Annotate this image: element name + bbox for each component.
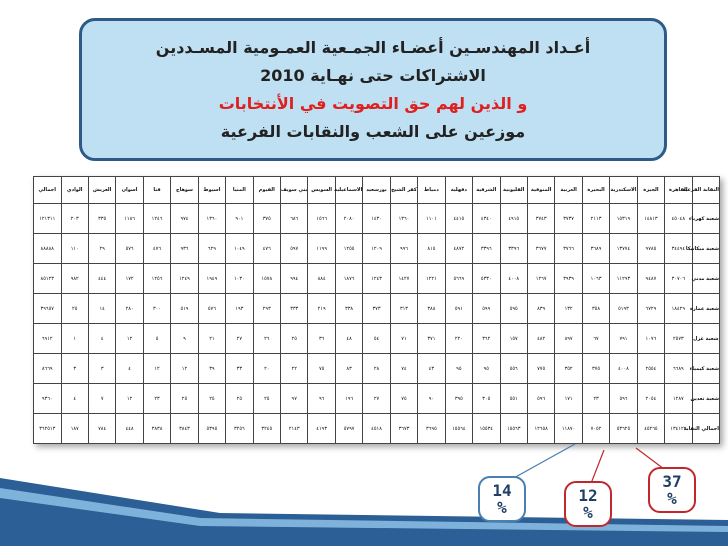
table-cell: ٣ bbox=[88, 354, 115, 384]
table-cell: ٩٠ bbox=[418, 384, 445, 414]
callout-value-1: 14 bbox=[492, 481, 512, 500]
table-cell: ٢٥ bbox=[226, 384, 253, 414]
table-cell: ٤٤١٥ bbox=[445, 204, 472, 234]
table-cell: ١٢ bbox=[171, 354, 198, 384]
table-cell: ٩٩٦ bbox=[390, 234, 417, 264]
table-cell: ٣٧٥ bbox=[253, 204, 280, 234]
table-cell: ٣٣٩٦ bbox=[473, 234, 500, 264]
table-cell: ٧١ bbox=[390, 324, 417, 354]
table-cell: ٣٤٤٩٤ bbox=[665, 234, 692, 264]
table-cell: ١٤٣٠ bbox=[363, 204, 390, 234]
table-cell: ٢٣ bbox=[582, 384, 609, 414]
table-cell: ٦٧ bbox=[582, 324, 609, 354]
table-cell: ٢٨٠ bbox=[116, 294, 143, 324]
table-cell: ١١٠ bbox=[61, 234, 88, 264]
table-cell: ٤٤٨ bbox=[116, 414, 143, 444]
table-cell: ٣٣٨ bbox=[335, 294, 362, 324]
table-cell: ٣٨٨ bbox=[418, 294, 445, 324]
table-cell: ٣٦٧٧ bbox=[527, 234, 554, 264]
table-cell: ٦٢٩ bbox=[198, 234, 225, 264]
table-cell: ٥٩٥ bbox=[500, 294, 527, 324]
table-cell: ٣٨٣٨ bbox=[143, 414, 170, 444]
table-cell: ٩٩٤ bbox=[281, 264, 308, 294]
table-cell: ٤٧٦ bbox=[253, 234, 280, 264]
table-cell: ١٧١ bbox=[555, 384, 582, 414]
table-cell: ٧٧٥ bbox=[527, 354, 554, 384]
table-cell: ١٠٤٩ bbox=[226, 234, 253, 264]
table-cell: ٦٦٨٩ bbox=[665, 354, 692, 384]
table-cell: ٨٦٦٩ bbox=[34, 354, 62, 384]
table-cell: ١٢٨٧ bbox=[665, 384, 692, 414]
row-label: شعبة مدني bbox=[692, 264, 719, 294]
table-cell: ١٤٨١٣ bbox=[637, 204, 664, 234]
table-cell: ٤٥٢٦٥ bbox=[637, 414, 664, 444]
table-cell: ٣٦٩٥ bbox=[418, 414, 445, 444]
table-cell: ٤٥١٨ bbox=[363, 414, 390, 444]
table-cell: ٣٧٦٦ bbox=[555, 234, 582, 264]
column-header: دقهلية bbox=[445, 177, 472, 204]
table-cell: ٨٨٤ bbox=[308, 264, 335, 294]
table-cell: ٤٨٧٢ bbox=[445, 234, 472, 264]
table-cell: ٣٩ bbox=[198, 354, 225, 384]
table-row bbox=[34, 414, 720, 444]
column-header: دمياط bbox=[418, 177, 445, 204]
table-cell: ٢١٤٣ bbox=[281, 414, 308, 444]
table-cell: ٣٥٢ bbox=[555, 354, 582, 384]
table-cell: ١٩٦ bbox=[335, 384, 362, 414]
callout-bubble-3 bbox=[648, 467, 696, 513]
table-cell: ١٥٧ bbox=[500, 324, 527, 354]
table-cell: ٤٠٠٨ bbox=[500, 264, 527, 294]
table-cell: ٧٨٤ bbox=[88, 414, 115, 444]
table-cell: ١٢٤٣ bbox=[363, 264, 390, 294]
table-cell: ١١٩٩ bbox=[308, 234, 335, 264]
decorative-bottom-band bbox=[0, 458, 728, 546]
table-cell: ٥٦٦٩ bbox=[445, 264, 472, 294]
table-cell: ١٨٤٢٩ bbox=[665, 294, 692, 324]
table-cell: ٩٧ bbox=[281, 384, 308, 414]
table-cell: ٨٨٨٨٨ bbox=[34, 234, 62, 264]
table-cell: ٦٩١٢ bbox=[34, 324, 62, 354]
table-cell: ٣٨٤٣ bbox=[171, 414, 198, 444]
table-cell: ٤ bbox=[88, 324, 115, 354]
table-cell: ١٢٢١ bbox=[418, 264, 445, 294]
callout-unit-1: % bbox=[497, 498, 507, 517]
table-cell: ١٥٣١٩ bbox=[610, 204, 637, 234]
table-cell: ١٥٧٨ bbox=[253, 264, 280, 294]
callout-bubble-2 bbox=[564, 481, 612, 527]
row-label: شعبة تعدين bbox=[692, 384, 719, 414]
row-label: اجمالي النقابة bbox=[692, 414, 719, 444]
table-cell: ٤٤٤ bbox=[88, 264, 115, 294]
column-header: القليوبية bbox=[500, 177, 527, 204]
table-cell: ٣٣٣ bbox=[281, 294, 308, 324]
table-cell: ٢٦ bbox=[253, 324, 280, 354]
table-cell: ٩٧٤ bbox=[171, 204, 198, 234]
table-cell: ٦٨٦ bbox=[281, 204, 308, 234]
table-cell: ٢١ bbox=[198, 324, 225, 354]
table-cell: ٩٥ bbox=[473, 354, 500, 384]
table-cell: ٥٩٧ bbox=[281, 234, 308, 264]
table-cell: ١٢٦٥٨ bbox=[527, 414, 554, 444]
table-cell: ٢٢٠ bbox=[445, 324, 472, 354]
column-header: اسيوط bbox=[198, 177, 225, 204]
table-cell: ٤٩١٥ bbox=[500, 204, 527, 234]
table-row bbox=[34, 324, 720, 354]
table-cell: ٣٧٣ bbox=[363, 294, 390, 324]
table-cell: ١٨٧ bbox=[61, 414, 88, 444]
column-header: الفيوم bbox=[253, 177, 280, 204]
table-cell: ٢٥ bbox=[281, 324, 308, 354]
table-row bbox=[34, 384, 720, 414]
table-cell: ٢٠٣ bbox=[61, 204, 88, 234]
column-header: البحيرة bbox=[582, 177, 609, 204]
table-cell: ٢٥ bbox=[61, 294, 88, 324]
table-cell: ١٤ bbox=[88, 294, 115, 324]
table-cell: ٢٥ bbox=[253, 384, 280, 414]
callout-unit-2: % bbox=[583, 503, 593, 522]
table-cell: ١٧٢ bbox=[116, 264, 143, 294]
table-cell: ٥ bbox=[143, 324, 170, 354]
table-cell: ١٥٥٦٤ bbox=[445, 414, 472, 444]
table-cell: ١١٠١ bbox=[418, 204, 445, 234]
table-cell: ١٥٦٦ bbox=[308, 204, 335, 234]
table-cell: ٥٣٣٠ bbox=[473, 264, 500, 294]
column-header: اجمالي bbox=[34, 177, 62, 204]
table-cell: ٣٠٠ bbox=[143, 294, 170, 324]
table-cell: ٣٥٨ bbox=[582, 294, 609, 324]
table-cell: ٢١١٣ bbox=[582, 204, 609, 234]
title-line-2: الاشتراكات حتى نهـاية 2010 bbox=[260, 65, 486, 85]
table-cell: ٩٥ bbox=[445, 354, 472, 384]
table-cell: ١٢ bbox=[143, 354, 170, 384]
table-cell: ٥١٩٣ bbox=[610, 294, 637, 324]
table-cell: ١٣٦٠ bbox=[390, 204, 417, 234]
table-cell: ١٢٦٧ bbox=[527, 264, 554, 294]
row-label: شعبة غزل bbox=[692, 324, 719, 354]
table-cell: ٩٠١ bbox=[226, 204, 253, 234]
callout-value-3: 37 bbox=[662, 472, 682, 491]
row-label: شعبة ميكانيكا bbox=[692, 234, 719, 264]
table-cell: ٦٧٢٩ bbox=[637, 294, 664, 324]
table-cell: ١٢٠٩ bbox=[363, 234, 390, 264]
table-cell: ١٢١٣١١ bbox=[34, 204, 62, 234]
table-cell: ١٠٧٦ bbox=[637, 324, 664, 354]
column-header: بني سويف bbox=[281, 177, 308, 204]
statistics-table bbox=[33, 176, 720, 444]
table-cell: ١٢٥٦ bbox=[143, 264, 170, 294]
table-cell: ٤٣٤٠ bbox=[473, 204, 500, 234]
title-line-1: أعـداد المهندسـين أعضـاء الجمـعية العمـومية المسـددين bbox=[155, 37, 591, 57]
table-cell: ٥٧٩٧ bbox=[335, 414, 362, 444]
table-cell: ٤٥٠٤٨ bbox=[665, 204, 692, 234]
table-cell: ١٣٤١٢٢ bbox=[665, 414, 692, 444]
table-cell: ٧٥ bbox=[390, 384, 417, 414]
table-row bbox=[34, 354, 720, 384]
column-header: سوهاج bbox=[171, 177, 198, 204]
table-cell: ٣٣٥ bbox=[88, 204, 115, 234]
table-cell: ٤٣ bbox=[418, 354, 445, 384]
table-cell: ٣٩٣٩ bbox=[555, 264, 582, 294]
data-table bbox=[33, 176, 720, 444]
table-cell: ٣١٣ bbox=[390, 294, 417, 324]
table-cell: ٤٠٠٨ bbox=[610, 354, 637, 384]
table-cell: ٢٥٥٤ bbox=[637, 354, 664, 384]
table-cell: ١٢٥٥ bbox=[335, 234, 362, 264]
column-header: الاسماعيلية bbox=[335, 177, 362, 204]
table-cell: ٢٩٣ bbox=[253, 294, 280, 324]
table-cell: ١١٨٦ bbox=[116, 204, 143, 234]
title-box bbox=[79, 18, 667, 161]
table-cell: ٢٨ bbox=[363, 354, 390, 384]
table-cell: ٣ bbox=[61, 354, 88, 384]
table-cell: ٨٩٧ bbox=[555, 324, 582, 354]
table-cell: ٧٤ bbox=[390, 354, 417, 384]
table-cell: ٩ bbox=[171, 324, 198, 354]
table-cell: ٢٥ bbox=[171, 384, 198, 414]
table-cell: ٤ bbox=[116, 354, 143, 384]
table-cell: ٩٨٢ bbox=[61, 264, 88, 294]
table-cell: ٨٣٩ bbox=[527, 294, 554, 324]
table-cell: ١٩٣ bbox=[226, 294, 253, 324]
table-cell: ١٢ bbox=[116, 384, 143, 414]
table-cell: ٨٣ bbox=[335, 354, 362, 384]
table-cell: ٥١٩ bbox=[171, 294, 198, 324]
callout-unit-3: % bbox=[667, 489, 677, 508]
table-cell: ٣٩٥ bbox=[445, 384, 472, 414]
table-cell: ٢٢ bbox=[281, 354, 308, 384]
table-cell: ٥٧٦ bbox=[198, 294, 225, 324]
column-header: العريش bbox=[88, 177, 115, 204]
column-header: النقابة الفرعية bbox=[692, 177, 719, 204]
table-cell: ٣٦٢٥١٣ bbox=[34, 414, 62, 444]
table-cell: ١١٨٧٠ bbox=[555, 414, 582, 444]
table-cell: ٩٣٦ bbox=[171, 234, 198, 264]
column-header: قنا bbox=[143, 177, 170, 204]
table-cell: ٥٤ bbox=[363, 324, 390, 354]
row-label: شعبة كيمياء bbox=[692, 354, 719, 384]
table-row bbox=[34, 264, 720, 294]
table-cell: ١٩٤٩ bbox=[198, 264, 225, 294]
table-cell: ٣٦٨٩ bbox=[582, 234, 609, 264]
table-cell: ٨٥١٢٣ bbox=[34, 264, 62, 294]
table-cell: ٢٣ bbox=[143, 384, 170, 414]
table-cell: ٩٣٦٠ bbox=[34, 384, 62, 414]
table-cell: ٧٠٥٢ bbox=[582, 414, 609, 444]
table-cell: ٢٠٨٠ bbox=[335, 204, 362, 234]
table-cell: ١٤٢٧ bbox=[390, 264, 417, 294]
column-header: الشرقية bbox=[473, 177, 500, 204]
table-cell: ٢٧ bbox=[226, 324, 253, 354]
header-row bbox=[34, 177, 720, 204]
table-cell: ٤٨٢ bbox=[527, 324, 554, 354]
table-cell: ٣٧٥ bbox=[582, 354, 609, 384]
table-cell: ٥٩٩ bbox=[473, 294, 500, 324]
table-cell: ٢٥٧٣ bbox=[665, 324, 692, 354]
column-header: الجيزة bbox=[637, 177, 664, 204]
table-cell: ٥٣٦٢٥ bbox=[610, 414, 637, 444]
table-cell: ٥٥٦ bbox=[500, 354, 527, 384]
table-cell: ٣٢٥٦ bbox=[226, 414, 253, 444]
column-header: الاسكندرية bbox=[610, 177, 637, 204]
table-cell: ١٥٥٦٣ bbox=[500, 414, 527, 444]
column-header: الغربية bbox=[555, 177, 582, 204]
table-cell: ٥٩٦ bbox=[610, 384, 637, 414]
table-cell: ١٢٤٩ bbox=[171, 264, 198, 294]
table-cell: ٥٣٩٥ bbox=[198, 414, 225, 444]
table-cell: ٥٩٦ bbox=[527, 384, 554, 414]
table-row bbox=[34, 294, 720, 324]
table-cell: ٣٩٦٥٧ bbox=[34, 294, 62, 324]
table-cell: ٢٧ bbox=[363, 384, 390, 414]
table-cell: ٣٦ bbox=[308, 324, 335, 354]
column-header: السويس bbox=[308, 177, 335, 204]
table-cell: ٧ bbox=[88, 384, 115, 414]
table-cell: ٣٧٣٧ bbox=[555, 204, 582, 234]
table-cell: ٥٩١ bbox=[445, 294, 472, 324]
column-header: القاهرة bbox=[665, 177, 692, 204]
table-cell: ١٢٤٦ bbox=[143, 204, 170, 234]
table-cell: ٣٢٤٥ bbox=[253, 414, 280, 444]
table-cell: ٣٧١ bbox=[418, 324, 445, 354]
row-label: شعبة عمارة bbox=[692, 294, 719, 324]
table-cell: ١٣٧٧٤ bbox=[610, 234, 637, 264]
table-cell: ٩٤٨٧ bbox=[637, 264, 664, 294]
table-cell: ٥٧٦ bbox=[116, 234, 143, 264]
table-cell: ٤٨ bbox=[335, 324, 362, 354]
table-cell: ١٢ bbox=[116, 324, 143, 354]
table-cell: ١٣٦٠ bbox=[198, 204, 225, 234]
column-header: المنوفية bbox=[527, 177, 554, 204]
column-header: المنيا bbox=[226, 177, 253, 204]
table-cell: ٢٩ bbox=[88, 234, 115, 264]
callout-bubble-1 bbox=[478, 476, 526, 522]
title-line-3: و الذين لهم حق التصويت في الأنتخابات bbox=[218, 93, 528, 113]
table-cell: ٢٠٥٤ bbox=[637, 384, 664, 414]
table-cell: ٢٠ bbox=[253, 354, 280, 384]
table-cell: ٥٥١ bbox=[500, 384, 527, 414]
table-row bbox=[34, 234, 720, 264]
table-cell: ٣٠٥ bbox=[473, 384, 500, 414]
table-cell: ١١٢٩٣ bbox=[610, 264, 637, 294]
table-cell: ٧٩١ bbox=[610, 324, 637, 354]
table-cell: ١٣٢ bbox=[555, 294, 582, 324]
row-label: شعبة كهرباء bbox=[692, 204, 719, 234]
table-cell: ٢٥ bbox=[198, 384, 225, 414]
table-cell: ١ bbox=[61, 324, 88, 354]
title-line-4: موزعين على الشعب والنقابات الفرعية bbox=[220, 121, 526, 141]
table-cell: ٢١٩ bbox=[308, 294, 335, 324]
column-header: الوادي bbox=[61, 177, 88, 204]
table-cell: ١٠٦٣ bbox=[582, 264, 609, 294]
table-cell: ٧٥ bbox=[308, 354, 335, 384]
table-cell: ٣٣٩٦ bbox=[500, 234, 527, 264]
table-cell: ١٨٧٦ bbox=[335, 264, 362, 294]
table-cell: ٤ bbox=[61, 384, 88, 414]
table-cell: ٣٠٧٠٦ bbox=[665, 264, 692, 294]
table-row bbox=[34, 204, 720, 234]
table-cell: ١٠٣٠ bbox=[226, 264, 253, 294]
table-cell: ٤١٩٣ bbox=[308, 414, 335, 444]
table-cell: ١٥٥٣٤ bbox=[473, 414, 500, 444]
table-cell: ٩٦ bbox=[308, 384, 335, 414]
table-cell: ٣٦٢ bbox=[473, 324, 500, 354]
table-cell: ٩٧٨٥ bbox=[637, 234, 664, 264]
column-header: كفر الشيخ bbox=[390, 177, 417, 204]
callout-value-2: 12 bbox=[578, 486, 598, 505]
table-cell: ٨١٥ bbox=[418, 234, 445, 264]
table-cell: ٣٧٤٣ bbox=[527, 204, 554, 234]
column-header: اسوان bbox=[116, 177, 143, 204]
table-cell: ٣٦٧٣ bbox=[390, 414, 417, 444]
table-cell: ٤٧٦ bbox=[143, 234, 170, 264]
table-cell: ٣٣ bbox=[226, 354, 253, 384]
column-header: بورسعيد bbox=[363, 177, 390, 204]
